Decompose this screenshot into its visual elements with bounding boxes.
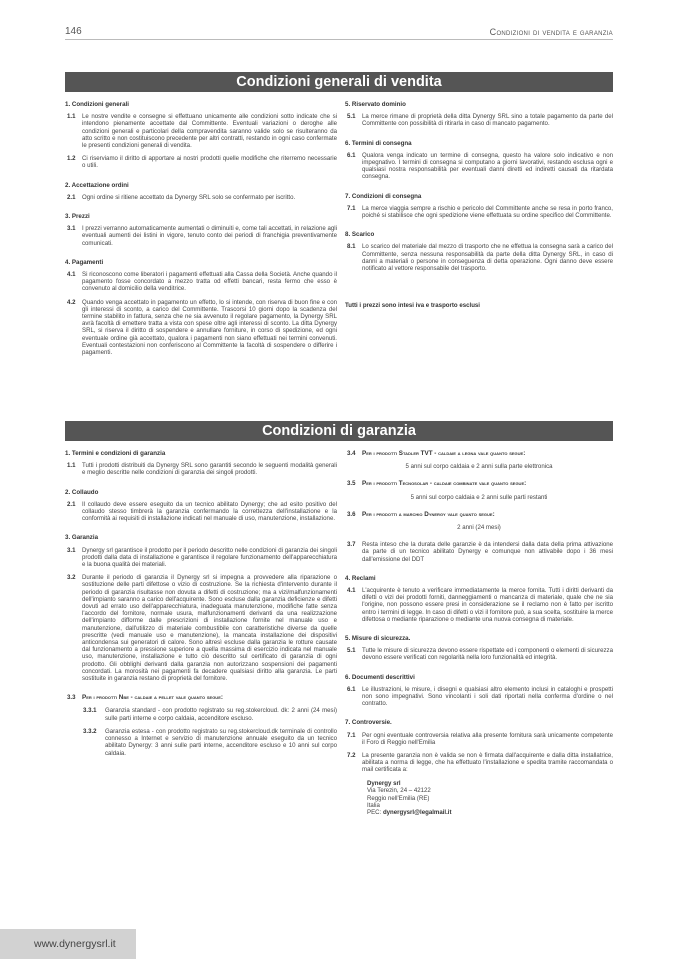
sales-conditions-banner (65, 72, 613, 92)
clause-number: 3.5 (347, 480, 356, 488)
clause (345, 732, 613, 746)
warranty-term: 5 anni sul corpo caldaia e 2 anni sulle parti restanti (410, 493, 548, 501)
clause-heading: Per i prodotti Stadler TVT - caldaie a legna vale quanto segue: (362, 450, 526, 457)
clause-text: La merce viaggia sempre a rischio e pericolo del Committente anche se resa in porto franco, poiché si stabilisce che ogni spedizione viene effettuata su ordine specifico del Committente. (362, 204, 613, 220)
clause (65, 225, 337, 247)
clause-number: 7.1 (347, 204, 356, 212)
sales-conditions-title: Condizioni generali di vendita (236, 74, 442, 90)
clause-text: L'acquirente è tenuto a verificare immediatamente la merce fornita. Tutti i diritti derivanti da difetti o vizi dei prodotti forniti, danneggiamenti o mancanza di materiale, quale che ne sia l'origine, non possono essere presi in considerazione se il reclamo non è fatto per iscritto entro i termini di legge. In caso di difetti o vizi il fornitore può, a sua scelta, sostituire la merce difettosa o mediante riparazione o mediante una nuova consegna di materiale. (362, 587, 613, 623)
sub-clause-number: 3.3.2 (83, 727, 97, 735)
website-url: www.dynergysrl.it (34, 938, 116, 950)
warranty-conditions-title: Condizioni di garanzia (262, 423, 416, 439)
section-title: 4. Pagamenti (65, 258, 104, 266)
page-number: 146 (65, 26, 82, 37)
clause-heading: Per i prodotti Nbe - caldaie a pellet vale quanto segue: (82, 694, 223, 702)
clause-text: Per ogni eventuale controversia relativa alla presente fornitura sarà unicamente competente il Foro di Reggio nell'Emilia (362, 731, 613, 746)
clause-number: 3.1 (67, 546, 76, 554)
clause-text: La merce rimane di proprietà della ditta Dynergy SRL sino a totale pagamento da parte del Committente con possibilità di ritirarla in caso di mancato pagamento. (362, 113, 613, 128)
clause (345, 480, 613, 487)
clause-text: Le illustrazioni, le misure, i disegni e qualsiasi altro elemento inclusi in cataloghi e prospetti non sono impegnativi. Sono vincolanti i soli dati riportati nella conferma d'ordine o nel contratto. (362, 685, 613, 708)
clause-text: Durante il periodo di garanzia il Dynergy srl si impegna a provvedere alla riparazione o sostituzione delle parti difettose o vizio di costruzione. Se la richiesta d'intervento durante il periodo di garanzia risultasse non dovuta a difetti di costruzione; ma a vizi/malfunzionamenti dell'impianto saranno a carico dell'acquirente. Sono escluse dalla garanzia deficienze e difetti dovuti ad errato uso dell'apparecchiatura, inadeguata manutenzione, modifiche fatte senza l'accordo del fornitore, normale usura, malfunzionamenti derivanti da una realizzazione dell'impianto difforme dalle prescrizioni di installazione fornite nel manuale uso e manutenzione, dall'utilizzo di materiale combustibile con caratteristiche diverse da quelle prescritte (vedi manuale uso e manutenzione), la mancata installazione dei dispositivi anticondensa sui generatori di calore. Sono altresì escluse dalla garanzia le rotture causate dal funzionamento a pressione superiore a quella massima di esercizio indicata nel manuale uso, manutenzione, installazione e tutto ciò descritto sul certificato di garanzia di ogni prodotto. Gli obblighi derivanti dalla garanzia non autorizzano sospensioni dei pagamenti concordati. La morosità nei pagamenti fa decadere qualsiasi diritto alla garanzia. Le parti sostituite in garanzia restano di proprietà del fornitore. (82, 574, 337, 683)
warranty-right-column (345, 450, 613, 817)
section-title: 5. Riservato dominio (345, 101, 406, 108)
clause-number: 3.6 (347, 510, 356, 518)
clause-text: Il collaudo deve essere eseguito da un tecnico abilitato Dynergy; che ad esito positivo del collaudo stesso timbrerà la garanzia confermando la correttezza dell'installazione e la conformità ai requisiti di installazione indicati nel manuale di uso, manutenzione, installazione. (82, 500, 337, 523)
clause-text: Ci riserviamo il diritto di apportare ai nostri prodotti quelle modifiche che riterremo necessarie o utili. (82, 155, 337, 170)
clause (65, 194, 337, 201)
clause (65, 155, 337, 169)
clause-text: Dynergy srl garantisce il prodotto per il periodo descritto nelle condizioni di garanzia dei singoli prodotti dalla data di installazione e garantisce il regolare funzionamento dell'apparecchiatura e la buona qualità dei materiali. (82, 546, 337, 569)
clause-number: 4.2 (67, 298, 76, 306)
clause-number: 1.1 (67, 462, 76, 470)
company-name: Dynergy srl (367, 779, 401, 787)
section-title: 6. Documenti descrittivi (345, 673, 415, 681)
section-title: 3. Garanzia (65, 534, 99, 542)
clause-heading: Per i prodotti a marchio Dynergy vale quanto segue: (362, 510, 495, 518)
address-country: Italia (367, 801, 380, 809)
warranty-left-column (65, 450, 337, 763)
clause (65, 547, 337, 569)
clause (345, 587, 613, 623)
warranty-conditions-banner (65, 421, 613, 441)
clause-number: 5.1 (347, 647, 356, 655)
company-address (345, 780, 613, 817)
footer-band (0, 929, 136, 959)
clause-number: 5.1 (347, 113, 356, 121)
sales-right-column (345, 101, 613, 309)
section-title: 5. Misure di sicurezza. (345, 635, 411, 643)
clause (345, 541, 613, 563)
sub-clause-text: Garanzia estesa - con prodotto registrato su reg.stokercloud.dk terminale di controllo connesso a Internet e servizio di manutenzione annuale eseguito da un tecnico abilitato Dynergy: 3 anni sulle parti interne, accenditore escluso e 10 anni sul corpo caldaia. (105, 727, 337, 757)
clause-number: 6.1 (347, 151, 356, 159)
clause (345, 152, 613, 181)
clause (65, 574, 337, 682)
clause-number: 4.1 (347, 587, 356, 595)
clause-text: Ogni ordine si ritiene accettato da Dynergy SRL solo se confermato per iscritto. (82, 193, 296, 201)
clause (345, 450, 613, 457)
clause-text: I prezzi verranno automaticamente aumentati o diminuiti e, come tali accettati, in relazione agli eventuali aumenti dei listini in vigore, tenuto conto dei periodi di franchigia preventivamente comunicati. (82, 225, 337, 247)
sub-clause-text: Garanzia standard - con prodotto registrato su reg.stokercloud. dk: 2 anni (24 mesi) sulle parti interne e corpo caldaia, accenditore escluso. (105, 707, 337, 722)
pec-label: PEC: (367, 809, 382, 817)
clause-text: Resta inteso che la durata delle garanzie è da intendersi dalla data della prima attivazione da parte di un tecnico abilitato Dynergy e comunque non attivabile dopo i 36 mesi dall'emissione del DDT (362, 541, 613, 563)
clause-heading: Per i prodotti Tecnosolar - caldaie combinate vale quanto segue: (362, 480, 527, 488)
clause (345, 647, 613, 661)
clause-number: 3.2 (67, 574, 76, 582)
sales-left-column (65, 101, 337, 362)
page-header (65, 22, 613, 40)
section-title: 1. Termini e condizioni di garanzia (65, 450, 166, 457)
clause-text: Tutte le misure di sicurezza devono essere rispettate ed i componenti o elementi di sicurezza devono essere verificati con regolarità nella loro funzionalità ed integrità. (362, 647, 613, 662)
clause-number: 7.2 (347, 752, 356, 760)
sub-clause (65, 707, 337, 721)
address-city: Reggio nell'Emilia (RE) (367, 794, 430, 802)
section-title: 8. Scarico (345, 231, 375, 239)
address-pec (367, 809, 613, 816)
section-title: 1. Condizioni generali (65, 101, 129, 108)
section-title: 6. Termini di consegna (345, 139, 412, 147)
clause (65, 271, 337, 293)
clause-number: 4.1 (67, 271, 76, 279)
clause-number: 1.2 (67, 155, 76, 163)
clause-text: Le nostre vendite e consegne si effettuano unicamente alle condizioni sotto indicate che si intendono pienamente accettate dal Committente. Eventuali variazioni o deroghe alle condizioni generali e particolari della compravendita saranno valide solo se risulteranno da atto scritto e non costituiscono precedente per altri contratti, restando in ogni caso confermate le presenti condizioni generali di vendita. (82, 113, 337, 150)
clause-text: Lo scarico del materiale dal mezzo di trasporto che ne effettua la consegna sarà a carico del Committente, senza nessuna responsabilità da parte della ditta Dynergy SRL, in caso di danni a materiali o persone in conseguenza di detta operazione. Ogni danno deve essere notificato al vettore responsabile del trasporto. (362, 243, 613, 273)
sub-clause (65, 728, 337, 757)
sub-clause-number: 3.3.1 (83, 707, 97, 715)
clause (65, 694, 337, 701)
clause-number: 3.4 (347, 450, 356, 457)
section-title: 2. Accettazione ordini (65, 181, 129, 189)
clause-number: 2.1 (67, 500, 76, 508)
section-title: 2. Collaudo (65, 488, 99, 496)
clause (345, 686, 613, 708)
clause (345, 113, 613, 127)
clause-text: Tutti i prodotti distribuiti da Dynergy SRL sono garantiti secondo le seguenti modalità generali e meglio descritte nelle condizioni di garanzia dei singoli prodotti. (82, 462, 337, 477)
price-notice: Tutti i prezzi sono intesi iva e trasporto esclusi (345, 302, 480, 310)
section-title: 7. Condizioni di consegna (345, 192, 422, 200)
clause-text: Qualora venga indicato un termine di consegna, questo ha valore solo indicativo e non impegnativo. I termini di consegna si computano a giorni lavorativi, restando esclusa ogni e qualsiasi nostra responsabilità per eventuali danni diretti ed indiretti causati da ritardata consegna. (362, 151, 613, 181)
clause (345, 243, 613, 272)
pec-email: dynergysrl@legalmail.it (382, 809, 452, 817)
clause-text: La presente garanzia non è valida se non è firmata dall'acquirente e dalla ditta installatrice, abilitata a norma di legge, che ha effettuato l'installazione e spedita tramite raccomandata o mail certificata a: (362, 752, 613, 774)
clause (65, 501, 337, 523)
warranty-term: 5 anni sul corpo caldaia e 2 anni sulla parte elettronica (405, 463, 553, 471)
clause-number: 3.1 (67, 225, 76, 233)
clause-number: 2.1 (67, 193, 76, 201)
clause (65, 113, 337, 149)
clause-number: 8.1 (347, 243, 356, 251)
address-street: Via Terezin, 24 – 42122 (367, 787, 431, 795)
section-title: 3. Prezzi (65, 213, 90, 221)
clause-number: 1.1 (67, 113, 76, 121)
section-title: 7. Controversie. (345, 719, 392, 727)
clause-number: 3.3 (67, 694, 76, 702)
clause-text: Quando venga accettato in pagamento un effetto, lo si intende, con riserva di buon fine e con gli interessi di sconto, a carico del Committente. Trascorsi 10 giorni dopo la scadenza del termine stabilito in fattura, senza che ne sia avvenuto il regolare pagamento, la Dynergy SRL avrà facoltà di emettere tratta a vista con spese oltre agli interessi di sconto. La ditta Dynergy SRL, si riserva il diritto di sospendere e annullare forniture, in corso di spedizione, ed ogni eventuale ordine già accettato, qualora i pagamenti non siano effettuati nei termini convenuti. Eventuali contestazioni non conferiscono al Committente la facoltà di sospendere o differire i pagamenti. (82, 298, 337, 357)
warranty-term: 2 anni (24 mesi) (457, 524, 501, 532)
clause (345, 511, 613, 518)
clause (65, 299, 337, 357)
running-head: Condizioni di vendita e garanzia (489, 27, 613, 37)
clause-number: 7.1 (347, 731, 356, 739)
clause-text: Si riconoscono come liberatori i pagamenti effettuati alla Cassa della Società. Anche quando il pagamento fosse concordato a mezzo tratta od effetti bancari, resta fermo che esso è convenuto al domicilio della venditrice. (82, 271, 337, 293)
clause (345, 205, 613, 219)
section-title: 4. Reclami (345, 574, 376, 582)
clause (345, 752, 613, 774)
clause-number: 6.1 (347, 685, 356, 693)
clause-number: 3.7 (347, 541, 356, 549)
clause (65, 462, 337, 476)
